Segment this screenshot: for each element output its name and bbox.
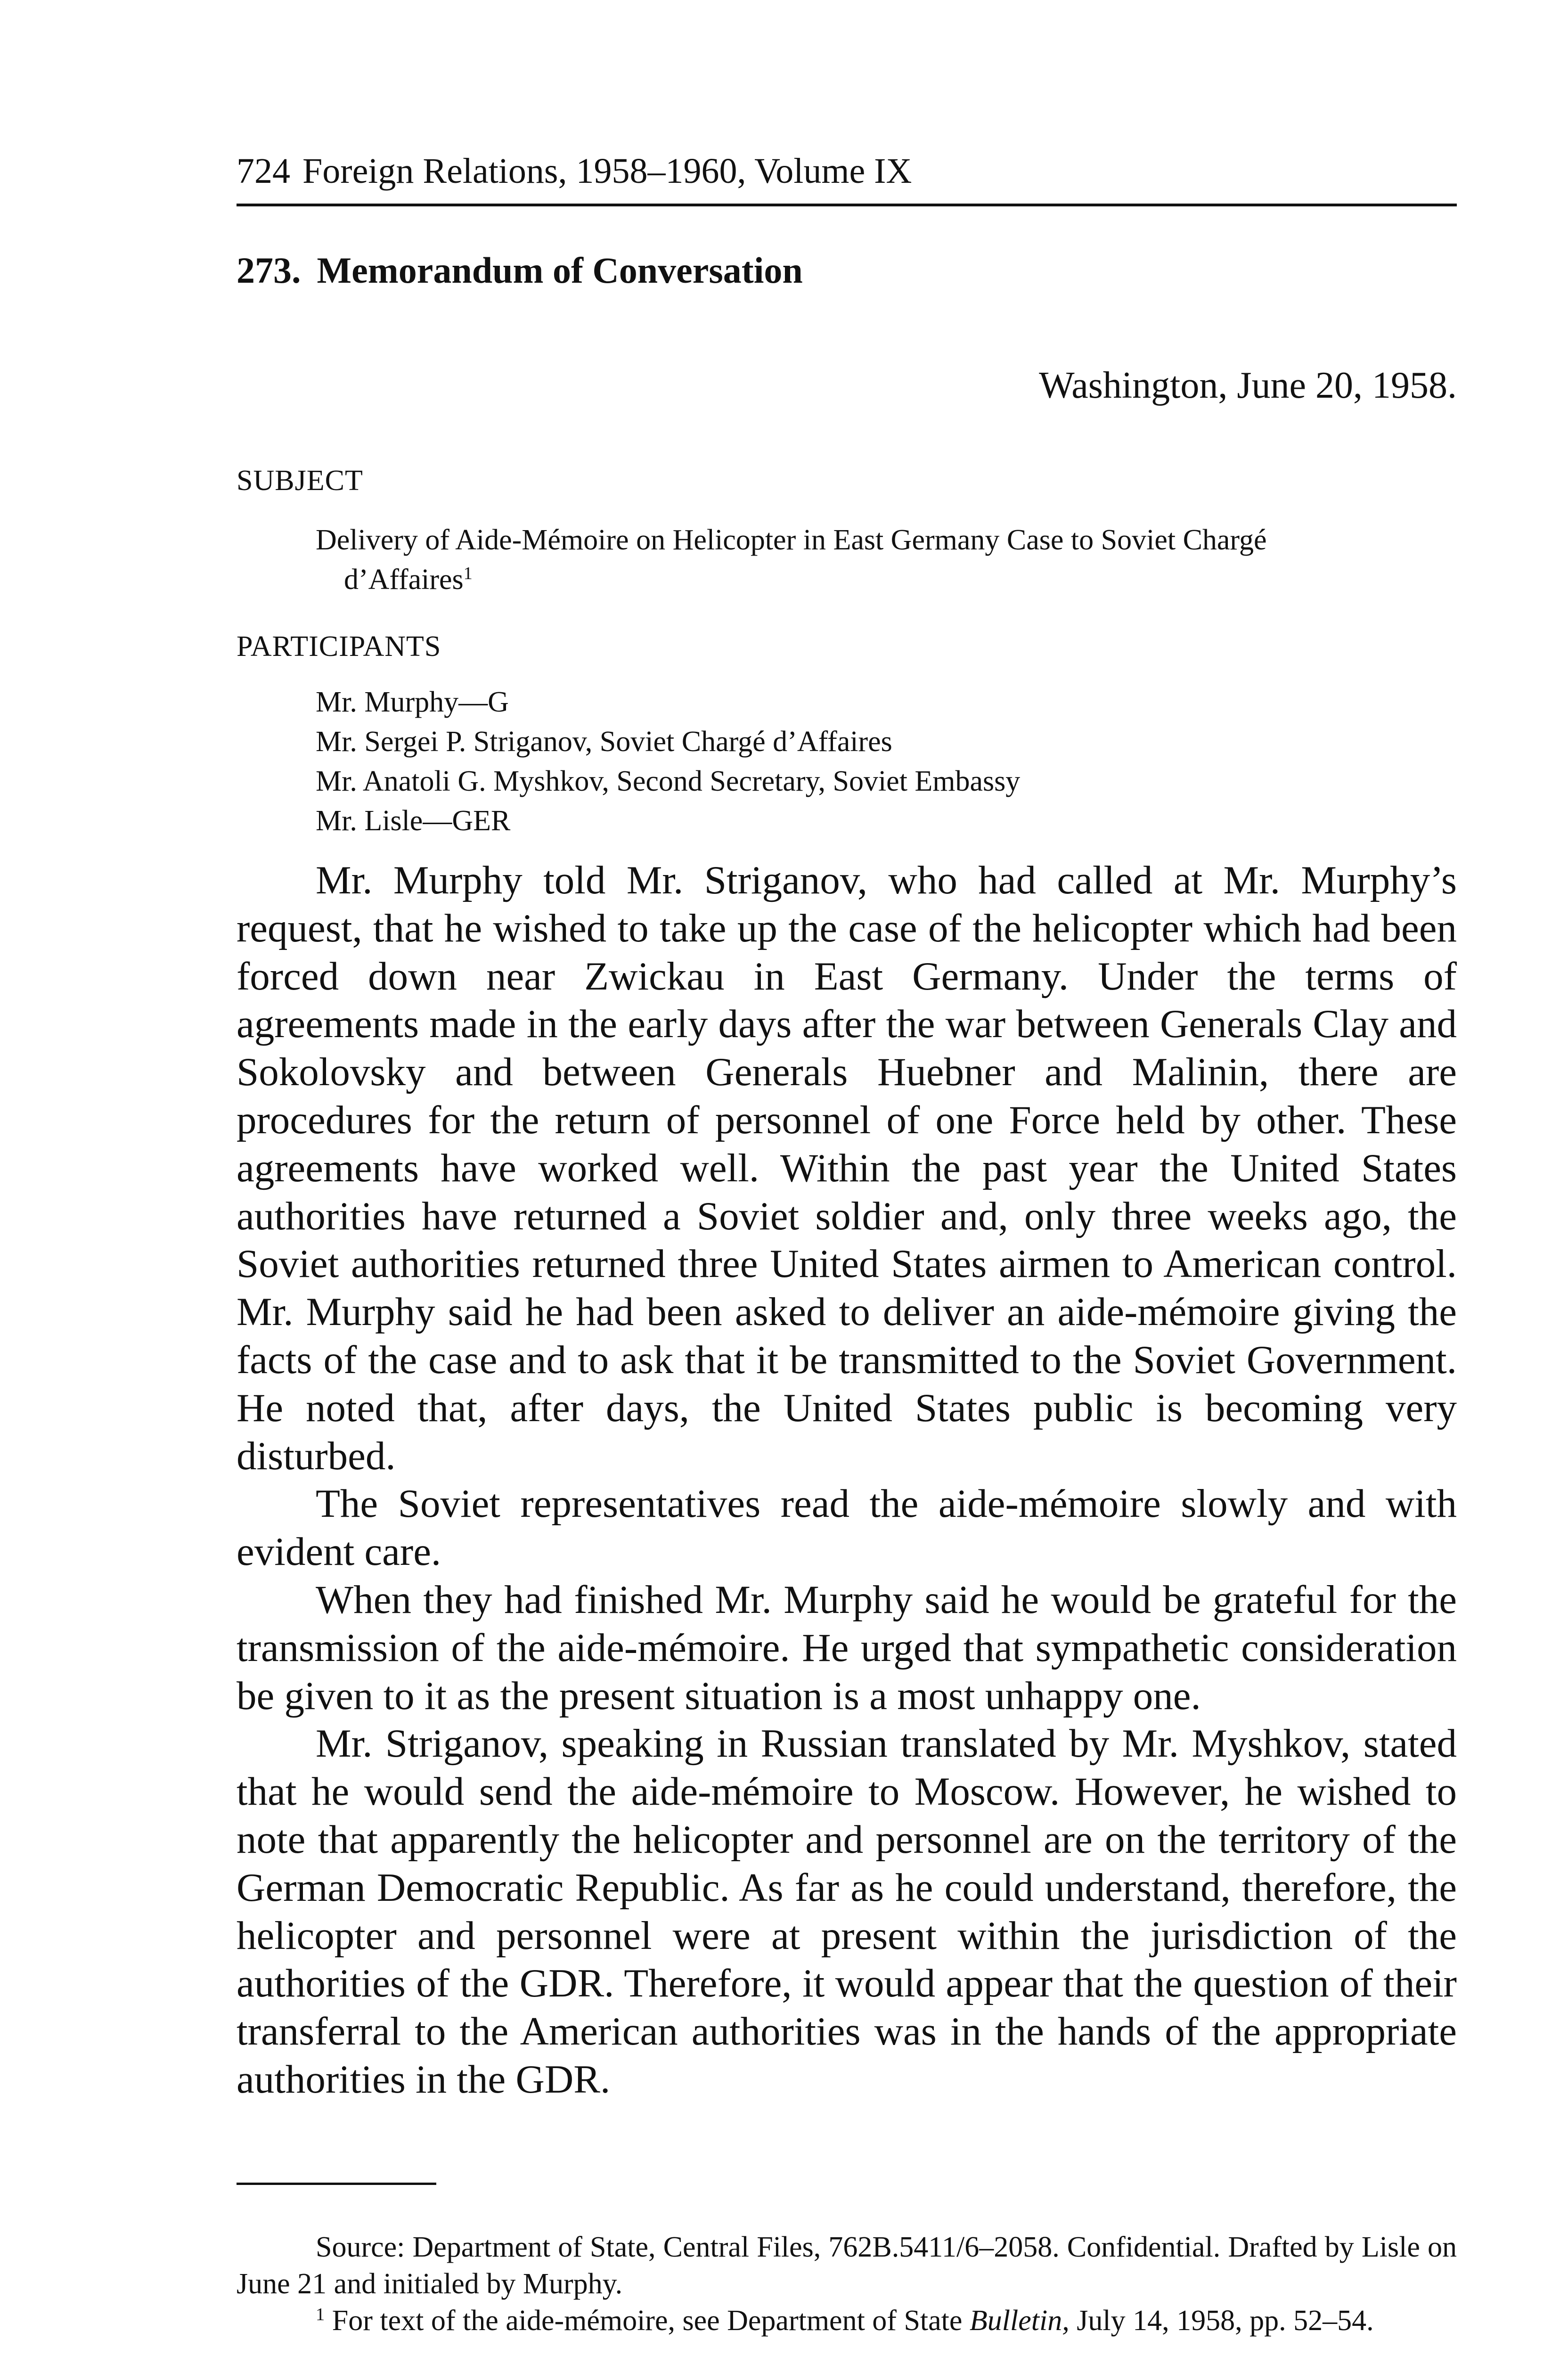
subject-line-2-text: d’Affaires xyxy=(344,564,464,596)
footnote-marker: 1 xyxy=(316,2304,325,2324)
header-rule xyxy=(237,204,1457,206)
subject-line-1: Delivery of Aide-Mémoire on Helicopter in East Germany Case to Soviet Chargé xyxy=(316,524,1267,556)
footnotes xyxy=(237,2229,1457,2339)
footnote-1 xyxy=(237,2302,1457,2339)
participant-item: Mr. Sergei P. Striganov, Soviet Chargé d’Affaires xyxy=(316,726,892,758)
body-paragraph: When they had finished Mr. Murphy said he would be grateful for the transmission of the aide-mémoire. He urged that sympathetic consideration be given to it as the present situation is a most unhappy one. xyxy=(237,1577,1457,1718)
body-paragraph: Mr. Murphy told Mr. Striganov, who had called at Mr. Murphy’s request, that he wished to take up the case of the helicopter which had been forced down near Zwickau in East Germany. Under the terms of agreements made in the early days after the war between Generals Clay and Sokolovsky and between Generals Huebner and Malinin, there are procedures for the return of personnel of one Force held by other. These agreements have worked well. Within the past year the United States authorities have returned a Soviet soldier and, only three weeks ago, the Soviet authorities returned three United States airmen to American control. Mr. Murphy said he had been asked to deliver an aide-mémoire giving the facts of the case and to ask that it be transmitted to the Soviet Government. He noted that, after days, the United States public is becoming very disturbed. xyxy=(237,858,1457,1478)
body-paragraph: Mr. Striganov, speaking in Russian translated by Mr. Myshkov, stated that he would send the aide-mémoire to Moscow. However, he wished to note that apparently the helicopter and personnel are on the territory of the German Democratic Republic. As far as he could understand, therefore, the helicopter and personnel were at present within the jurisdiction of the authorities of the GDR. Therefore, it would appear that the question of their transferral to the American authorities was in the hands of the appropriate authorities in the GDR. xyxy=(237,1721,1457,2102)
footnote-rule xyxy=(237,2183,436,2185)
body-paragraph: The Soviet representatives read the aide-mémoire slowly and with evident care. xyxy=(237,1481,1457,1574)
subject-label: SUBJECT xyxy=(237,465,363,497)
footnote-text-after: July 14, 1958, pp. 52–54. xyxy=(1077,2305,1374,2337)
volume-title: Foreign Relations, 1958–1960, Volume IX xyxy=(302,151,912,191)
document-heading xyxy=(237,249,803,292)
subject-text xyxy=(316,520,1461,599)
document-number: 273. xyxy=(237,250,301,291)
participant-item: Mr. Lisle—GER xyxy=(316,805,511,837)
dateline: Washington, June 20, 1958. xyxy=(1039,365,1457,406)
document-title: Memorandum of Conversation xyxy=(317,250,803,291)
page-number: 724 xyxy=(237,151,290,191)
participants-list xyxy=(316,682,1461,841)
participant-item: Mr. Murphy—G xyxy=(316,686,509,718)
footnote-reference: 1 xyxy=(463,563,473,583)
subject-line-2 xyxy=(316,560,1461,599)
body-text xyxy=(237,857,1457,2104)
running-head xyxy=(237,150,1457,192)
participant-item: Mr. Anatoli G. Myshkov, Second Secretary, Soviet Embassy xyxy=(316,765,1021,797)
footnote-text-before: For text of the aide-mémoire, see Department of State xyxy=(332,2305,963,2337)
source-note: Source: Department of State, Central Files, 762B.5411/6–2058. Confidential. Drafted by Lisle on June 21 and initialed by Murphy. xyxy=(237,2231,1457,2300)
participants-label: PARTICIPANTS xyxy=(237,630,441,663)
footnote-publication: Bulletin, xyxy=(969,2305,1070,2337)
